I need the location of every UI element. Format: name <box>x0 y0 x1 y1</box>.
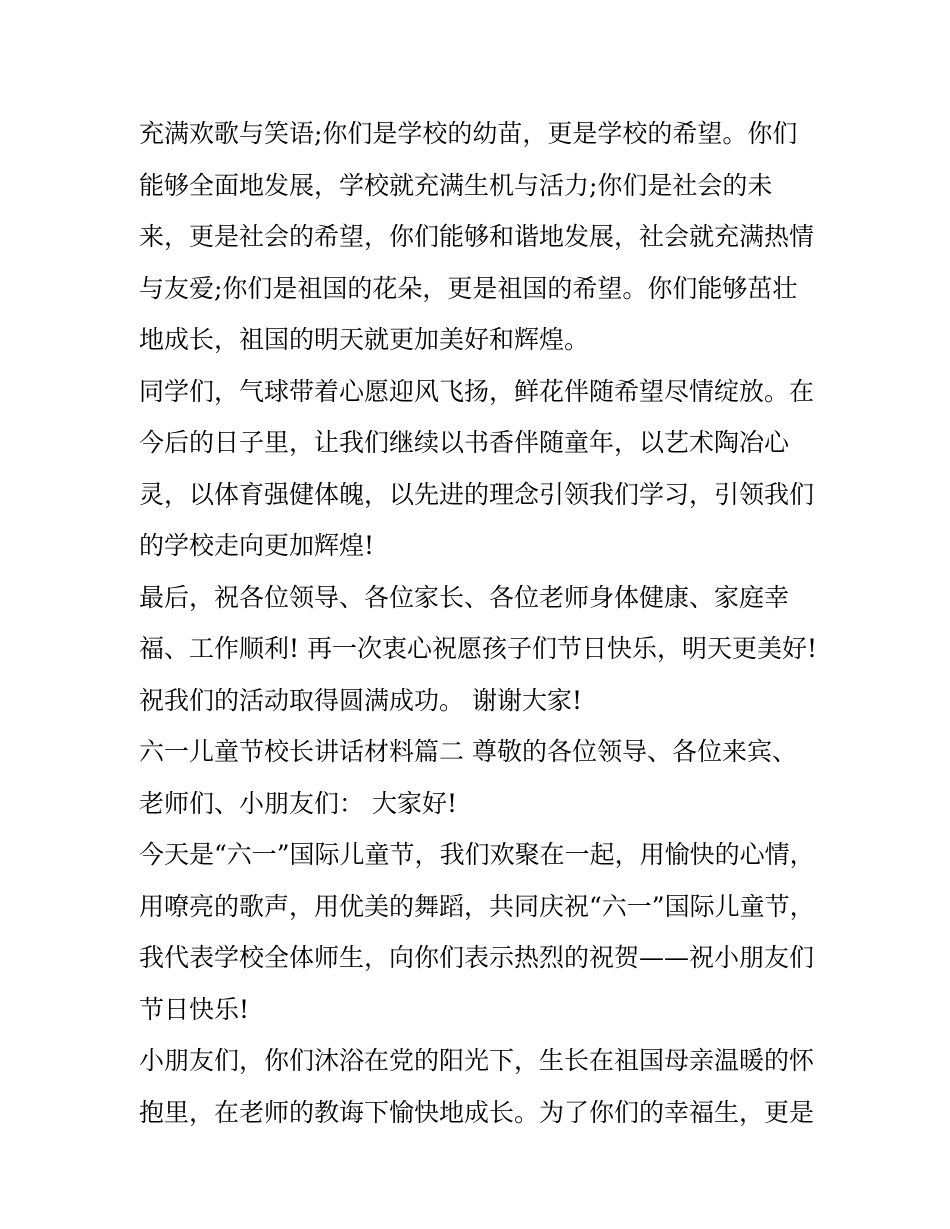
text-line: 六一儿童节校长讲话材料篇二 尊敬的各位领导、各位来宾、 <box>139 737 797 766</box>
document-body <box>139 108 819 1138</box>
text-line: 的学校走向更加辉煌! <box>139 531 375 560</box>
text-line: 最后，祝各位领导、各位家长、各位老师身体健康、家庭幸 <box>139 582 790 612</box>
text-line: 抱里，在老师的教诲下愉快地成长。为了你们的幸福生，更是 <box>139 1097 815 1127</box>
text-line: 能够全面地发展，学校就充满生机与活力;你们是社会的未 <box>139 170 773 200</box>
text-line: 小朋友们，你们沐浴在党的阳光下，生长在祖国母亲温暖的怀 <box>139 1046 815 1075</box>
text-line: 节日快乐! <box>139 994 250 1024</box>
text-line: 祝我们的活动取得圆满成功。 谢谢大家! <box>139 685 582 715</box>
text-line: 充满欢歌与笑语;你们是学校的幼苗，更是学校的希望。你们 <box>139 119 798 148</box>
text-line: 与友爱;你们是祖国的花朵，更是祖国的希望。你们能够茁壮 <box>139 273 798 303</box>
text-line: 今后的日子里，让我们继续以书香伴随童年，以艺术陶冶心 <box>139 428 790 457</box>
text-line: 用嘹亮的歌声，用优美的舞蹈，共同庆祝“六一”国际儿童节， <box>139 891 815 921</box>
text-line: 今天是“六一”国际儿童节，我们欢聚在一起，用愉快的心情， <box>139 840 815 869</box>
text-line: 同学们，气球带着心愿迎风飞扬，鲜花伴随希望尽情绽放。在 <box>139 376 815 406</box>
text-line: 我代表学校全体师生，向你们表示热烈的祝贺——祝小朋友们 <box>139 943 815 972</box>
text-line: 来，更是社会的希望，你们能够和谐地发展，社会就充满热情 <box>139 222 815 251</box>
text-line: 老师们、小朋友们： 大家好! <box>139 788 457 818</box>
text-line: 灵，以体育强健体魄，以先进的理念引领我们学习，引领我们 <box>139 479 815 509</box>
text-line: 地成长，祖国的明天就更加美好和辉煌。 <box>139 325 590 354</box>
text-line: 福、工作顺利! 再一次衷心祝愿孩子们节日快乐，明天更美好! <box>139 634 818 663</box>
